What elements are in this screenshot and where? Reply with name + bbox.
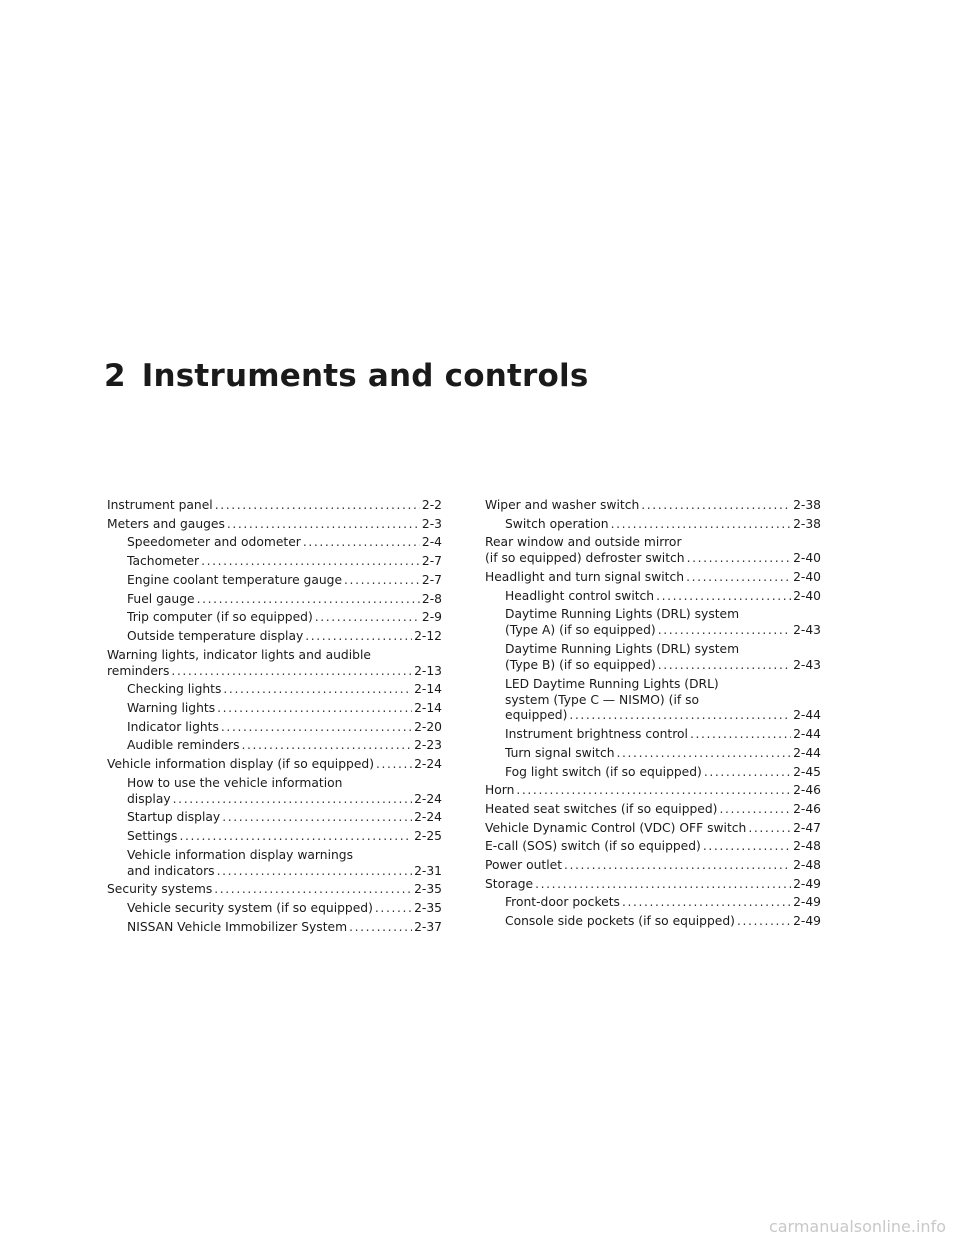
- toc-entry-vehicle-info-display[interactable]: Vehicle information display (if so equipped) ..... 2-24: [107, 757, 442, 773]
- toc-entry-checking-lights[interactable]: Checking lights ..... 2-14: [107, 682, 442, 698]
- toc-entry-fuel-gauge[interactable]: Fuel gauge ..... 2-8: [107, 592, 442, 608]
- toc-entry-wiper-washer[interactable]: Wiper and washer switch ..... 2-38: [485, 498, 821, 514]
- toc-entry-startup-display[interactable]: Startup display ..... 2-24: [107, 810, 442, 826]
- toc-page-number: 2-44: [793, 708, 821, 723]
- toc-page-number: 2-46: [793, 801, 821, 816]
- toc-entry-security-systems[interactable]: Security systems ..... 2-35: [107, 882, 442, 898]
- toc-entry-led-drl-line1[interactable]: LED Daytime Running Lights (DRL): [505, 676, 719, 691]
- toc-page-number: 2-20: [414, 719, 442, 734]
- toc-page-number: 2-46: [793, 783, 821, 798]
- toc-entry-speedometer[interactable]: Speedometer and odometer ..... 2-4: [107, 535, 442, 551]
- toc-entry-warning-lights[interactable]: reminders ..... 2-13: [107, 664, 442, 680]
- toc-entry-fog-light[interactable]: Fog light switch (if so equipped) ..... 2-45: [485, 765, 821, 781]
- toc-entry-meters-and-gauges[interactable]: Meters and gauges ..... 2-3: [107, 517, 442, 533]
- toc-entry-drl-b-line[interactable]: Daytime Running Lights (DRL) system: [505, 642, 740, 657]
- toc-page-number: 2-31: [414, 863, 442, 878]
- toc-entry-heated-seats[interactable]: Heated seat switches (if so equipped) ..... 2-46: [485, 802, 821, 818]
- toc-page-number: 2-24: [414, 791, 442, 806]
- toc-entry-horn[interactable]: Horn ..... 2-46: [485, 783, 821, 799]
- toc-entry-ecall[interactable]: E-call (SOS) switch (if so equipped) ..... 2-48: [485, 839, 821, 855]
- toc-entry-vehicle-security[interactable]: Vehicle security system (if so equipped) ..... 2-35: [107, 901, 442, 917]
- toc-page-number: 2-25: [414, 829, 442, 844]
- toc-page-number: 2-44: [793, 727, 821, 742]
- toc-entry-rear-defroster[interactable]: (if so equipped) defroster switch ..... 2-40: [485, 551, 821, 567]
- toc-page-number: 2-7: [421, 572, 442, 587]
- toc-page-number: 2-7: [421, 554, 442, 569]
- toc-entry-headlight-control[interactable]: Headlight control switch ..... 2-40: [485, 589, 821, 605]
- toc-entry-drl-a-line[interactable]: Daytime Running Lights (DRL) system: [505, 607, 740, 622]
- toc-entry-front-door-pockets[interactable]: Front-door pockets ..... 2-49: [485, 895, 821, 911]
- toc-entry-tachometer[interactable]: Tachometer ..... 2-7: [107, 554, 442, 570]
- chapter-name: Instruments and controls: [141, 358, 589, 394]
- toc-page-number: 2-49: [793, 895, 821, 910]
- toc-page-number: 2-2: [421, 498, 442, 512]
- toc-page-number: 2-14: [414, 682, 442, 697]
- toc-page-number: 2-38: [793, 498, 821, 512]
- toc-page-number: 2-23: [414, 738, 442, 753]
- toc-page-number: 2-44: [793, 745, 821, 760]
- toc-page-number: 2-14: [414, 700, 442, 715]
- toc-entry-coolant-gauge[interactable]: Engine coolant temperature gauge ..... 2-7: [107, 573, 442, 589]
- watermark: carmanualsonline.info: [768, 1217, 946, 1236]
- toc-page-number: 2-40: [793, 551, 821, 566]
- toc-page-number: 2-38: [793, 516, 821, 531]
- toc-page-number: 2-35: [414, 901, 442, 916]
- toc-page-number: 2-48: [793, 839, 821, 854]
- toc-page-number: 2-3: [421, 516, 442, 531]
- toc-entry-vdc-off[interactable]: Vehicle Dynamic Control (VDC) OFF switch ..... 2-47: [485, 821, 821, 837]
- toc-entry-audible-reminders[interactable]: Audible reminders ..... 2-23: [107, 738, 442, 754]
- chapter-title: [104, 358, 588, 394]
- toc-entry-how-to-use-line[interactable]: How to use the vehicle information: [127, 775, 343, 790]
- toc-page-number: 2-35: [414, 882, 442, 897]
- toc-page-number: 2-12: [414, 628, 442, 643]
- chapter-number: 2: [104, 358, 126, 394]
- toc-left-column: [107, 498, 442, 936]
- toc-entry-headlight-turn[interactable]: Headlight and turn signal switch ..... 2-40: [485, 570, 821, 586]
- toc-entry-outside-temperature[interactable]: Outside temperature display ..... 2-12: [107, 629, 442, 645]
- toc-entry-turn-signal[interactable]: Turn signal switch ..... 2-44: [485, 746, 821, 762]
- toc-entry-brightness-control[interactable]: Instrument brightness control ..... 2-44: [485, 727, 821, 743]
- toc-page-number: 2-24: [414, 757, 442, 772]
- toc-entry-console-pockets[interactable]: Console side pockets (if so equipped) ..... 2-49: [485, 914, 821, 930]
- toc-right-column: [485, 498, 821, 930]
- toc-entry-vid-warnings[interactable]: and indicators ..... 2-31: [107, 864, 442, 880]
- toc-page-number: 2-45: [793, 764, 821, 779]
- toc-entry-storage[interactable]: Storage ..... 2-49: [485, 877, 821, 893]
- toc-page-number: 2-47: [793, 820, 821, 835]
- toc-entry-trip-computer[interactable]: Trip computer (if so equipped) ..... 2-9: [107, 610, 442, 626]
- toc-page-number: 2-48: [793, 858, 821, 873]
- toc-entry-rear-defroster-line[interactable]: Rear window and outside mirror: [485, 535, 682, 550]
- toc-entry-indicator-lights[interactable]: Indicator lights ..... 2-20: [107, 720, 442, 736]
- toc-entry-vid-warnings-line[interactable]: Vehicle information display warnings: [127, 847, 353, 862]
- toc-entry-instrument-panel[interactable]: Instrument panel ..... 2-2: [107, 498, 442, 514]
- toc-entry-led-drl-line2[interactable]: system (Type C — NISMO) (if so: [505, 692, 700, 707]
- toc-page-number: 2-49: [793, 876, 821, 891]
- toc-entry-switch-operation[interactable]: Switch operation ..... 2-38: [485, 517, 821, 533]
- toc-page-number: 2-40: [793, 588, 821, 603]
- toc-entry-warning-lights-sub[interactable]: Warning lights ..... 2-14: [107, 701, 442, 717]
- toc-entry-drl-a[interactable]: (Type A) (if so equipped) ..... 2-43: [485, 623, 821, 639]
- toc-page-number: 2-37: [414, 919, 442, 934]
- toc-page-number: 2-40: [793, 570, 821, 585]
- toc-entry-power-outlet[interactable]: Power outlet ..... 2-48: [485, 858, 821, 874]
- toc-page-number: 2-43: [793, 657, 821, 672]
- toc-entry-warning-lights-line[interactable]: Warning lights, indicator lights and audible: [107, 647, 371, 662]
- toc-page-number: 2-13: [414, 663, 442, 678]
- toc-page-number: 2-4: [421, 535, 442, 550]
- toc-entry-drl-b[interactable]: (Type B) (if so equipped) ..... 2-43: [485, 658, 821, 674]
- toc-entry-how-to-use[interactable]: display ..... 2-24: [107, 792, 442, 808]
- toc-page-number: 2-9: [421, 610, 442, 625]
- toc-page-number: 2-8: [421, 591, 442, 606]
- toc-page-number: 2-49: [793, 914, 821, 929]
- toc-page-number: 2-43: [793, 623, 821, 638]
- toc-page-number: 2-24: [414, 810, 442, 825]
- toc-entry-immobilizer[interactable]: NISSAN Vehicle Immobilizer System ..... 2-37: [107, 920, 442, 936]
- toc-entry-led-drl[interactable]: equipped) ..... 2-44: [485, 708, 821, 724]
- toc-entry-settings[interactable]: Settings ..... 2-25: [107, 829, 442, 845]
